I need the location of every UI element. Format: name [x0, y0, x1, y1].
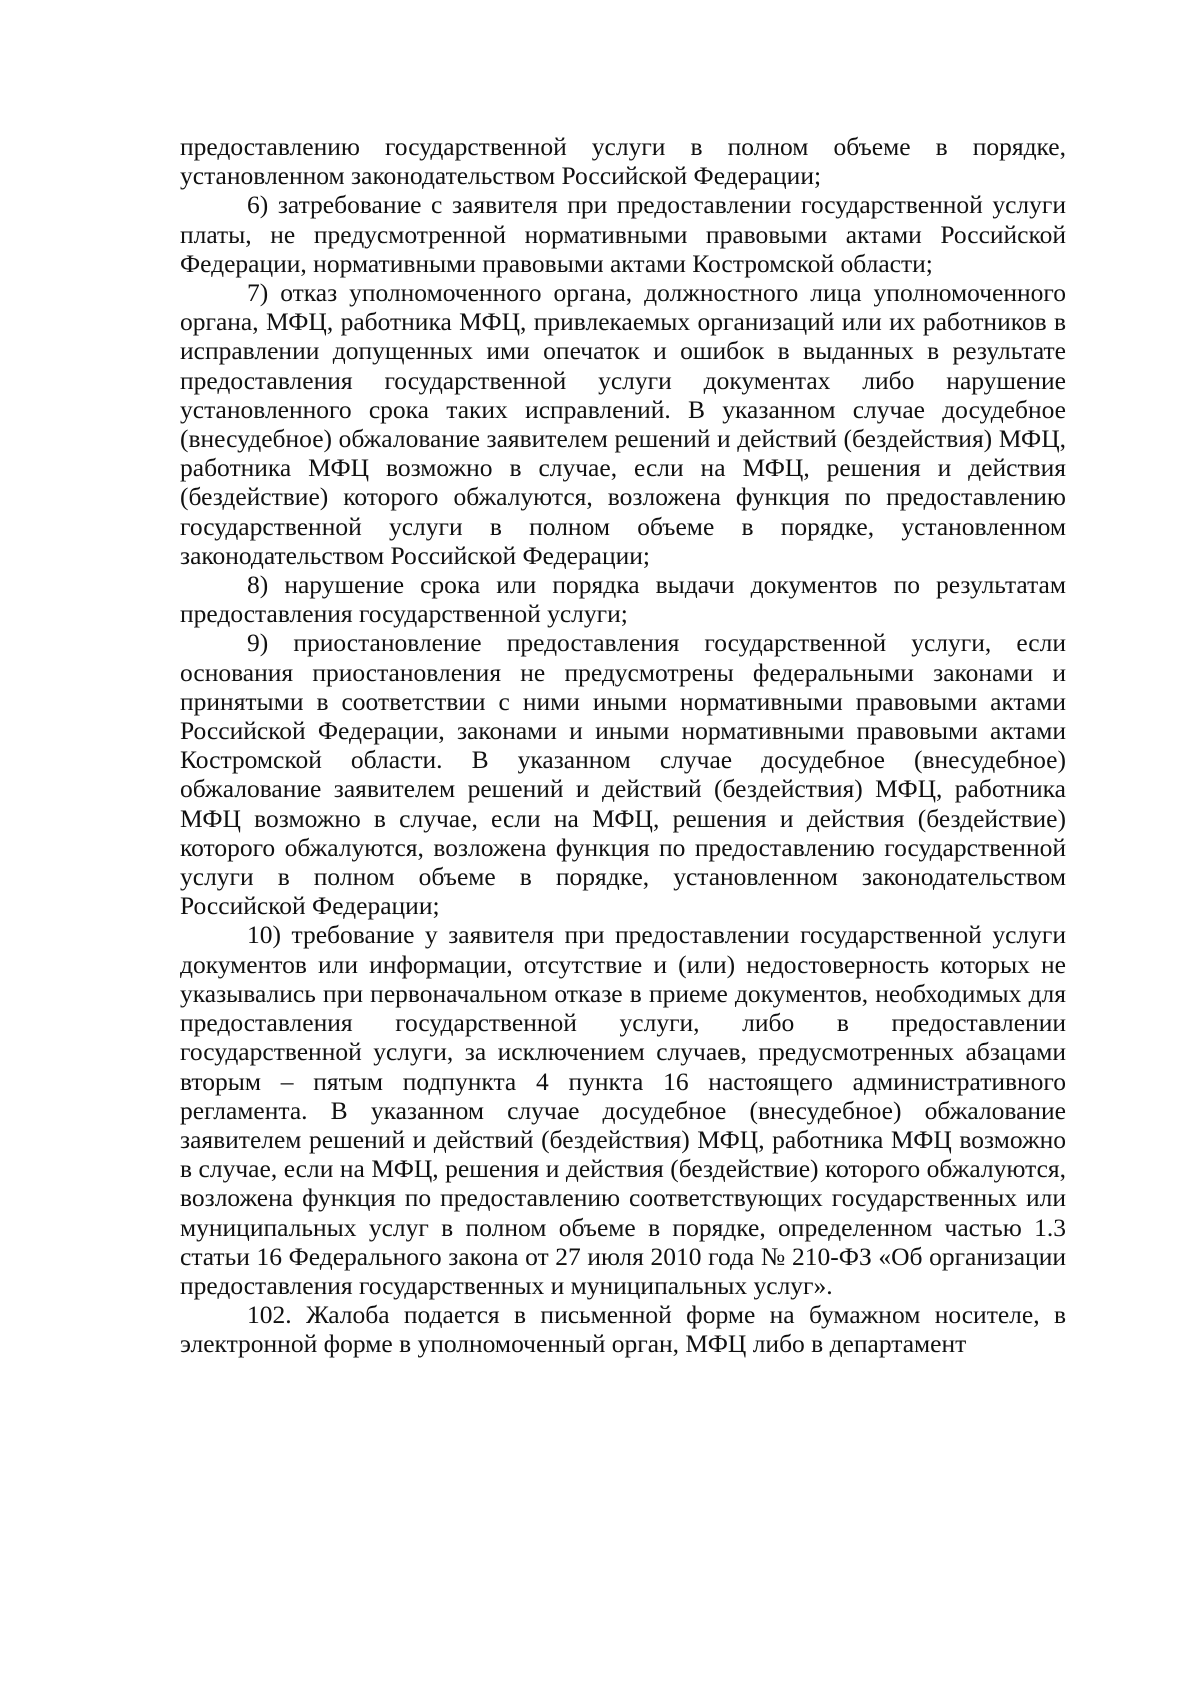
paragraph-clause-102: 102. Жалоба подается в письменной форме на бумажном носителе, в электронной форме в уполномоченный орган, МФЦ либо в департамент [180, 1300, 1066, 1359]
paragraph-item-10: 10) требование у заявителя при предоставлении государственной услуги документов или информации, отсутствие и (или) недостоверность которых не указывались при первоначальном отказе в приеме документов, необходимых для предоставления государственной услуги, либо в предоставлении государственной услуги, за исключением случаев, предусмотренных абзацами вторым – пятым подпункта 4 пункта 16 настоящего административного регламента. В указанном случае досудебное (внесудебное) обжалование заявителем решений и действий (бездействия) МФЦ, работника МФЦ возможно в случае, если на МФЦ, решения и действия (бездействие) которого обжалуются, возложена функция по предоставлению соответствующих государственных или муниципальных услуг в полном объеме в порядке, определенном частью 1.3 статьи 16 Федерального закона от 27 июля 2010 года № 210-ФЗ «Об организации предоставления государственных и муниципальных услуг». [180, 920, 1066, 1300]
paragraph-item-7: 7) отказ уполномоченного органа, должностного лица уполномоченного органа, МФЦ, работника МФЦ, привлекаемых организаций или их работников в исправлении допущенных ими опечаток и ошибок в выданных в результате предоставления государственной услуги документах либо нарушение установленного срока таких исправлений. В указанном случае досудебное (внесудебное) обжалование заявителем решений и действий (бездействия) МФЦ, работника МФЦ возможно в случае, если на МФЦ, решения и действия (бездействие) которого обжалуются, возложена функция по предоставлению государственной услуги в полном объеме в порядке, установленном законодательством Российской Федерации; [180, 278, 1066, 570]
paragraph-item-6: 6) затребование с заявителя при предоставлении государственной услуги платы, не предусмотренной нормативными правовыми актами Российской Федерации, нормативными правовыми актами Костромской области; [180, 190, 1066, 278]
paragraph-item-9: 9) приостановление предоставления государственной услуги, если основания приостановления не предусмотрены федеральными законами и принятыми в соответствии с ними иными нормативными правовыми актами Российской Федерации, законами и иными нормативными правовыми актами Костромской области. В указанном случае досудебное (внесудебное) обжалование заявителем решений и действий (бездействия) МФЦ, работника МФЦ возможно в случае, если на МФЦ, решения и действия (бездействие) которого обжалуются, возложена функция по предоставлению государственной услуги в полном объеме в порядке, установленном законодательством Российской Федерации; [180, 628, 1066, 921]
paragraph-item-8: 8) нарушение срока или порядка выдачи документов по результатам предоставления государственной услуги; [180, 570, 1066, 629]
document-body [180, 132, 1066, 1359]
paragraph-continuation: предоставлению государственной услуги в полном объеме в порядке, установленном законодательством Российской Федерации; [180, 132, 1066, 191]
